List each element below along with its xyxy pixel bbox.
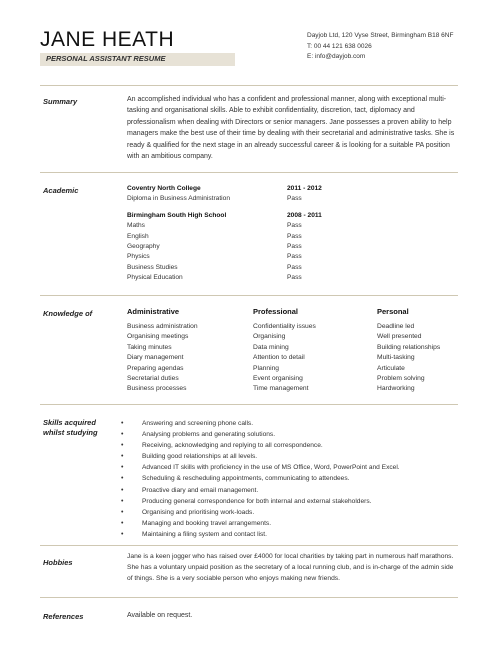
subject-0: Maths [127,222,145,230]
subject-3: Physics [127,253,150,261]
list-item: • Maintaining a filing system and contact list. [121,530,267,538]
list-item: Problem solving [377,375,425,383]
candidate-name: JANE HEATH [40,28,175,51]
result-4: Pass [287,263,302,271]
references-text: Available on request. [127,612,193,619]
contact-address: Dayjob Ltd, 120 Vyse Street, Birmingham B18 6NF [307,32,454,39]
list-item: Secretarial duties [127,375,179,383]
skills-label [43,418,98,438]
section-divider [40,172,458,173]
list-item: • Building good relationships at all levels. [121,453,258,461]
list-item: Business administration [127,323,198,330]
subject-1: English [127,232,149,240]
college-years: 2011 - 2012 [287,185,322,192]
list-item: • Proactive diary and email management. [121,486,259,494]
list-item: Organising [253,333,286,341]
hobbies-text: Jane is a keen jogger who has raised over £4000 for local charities by taking part in numerous half marathons. She has a voluntary unpaid position as the secretary of a local running club, and is in-charge of the admin side of things. She is a very sociable person who enjoys making new friends. [127,553,454,583]
contact-block [307,31,453,63]
college-course: Diploma in Business Administration [127,195,230,203]
section-divider [40,404,458,405]
list-item: Attention to detail [253,354,305,362]
result-0: Pass [287,222,302,230]
result-5: Pass [287,274,302,282]
list-item: Planning [253,364,280,372]
knowledge-label: Knowledge of [43,309,93,318]
list-item: • Scheduling & rescheduling appointments, communicating to attendees. [121,475,350,483]
list-item: Building relationships [377,343,441,351]
list-item: Data mining [253,343,289,351]
list-item: Taking minutes [127,343,172,351]
academic-results [287,184,367,284]
list-item: • Organising and prioritising work-loads. [121,508,255,516]
contact-phone: T: 00 44 121 638 0026 [307,42,372,50]
knowledge-column-professional [253,307,373,395]
list-item: Organising meetings [127,333,189,341]
column-heading: Professional [253,307,299,316]
list-item: Event organising [253,375,303,383]
school-name: Birmingham South High School [127,211,227,219]
subject-5: Physical Education [127,274,183,282]
academic-label: Academic [43,186,79,195]
list-item: • Analysing problems and generating solutions. [121,431,276,439]
skills-list [121,418,457,540]
list-item: Deadline led [377,323,415,330]
list-item: Business processes [127,385,187,393]
result-2: Pass [287,243,302,251]
school-years: 2008 - 2011 [287,211,322,219]
list-item: • Receiving, acknowledging and replying to all correspondence. [121,442,323,450]
subject-2: Geography [127,243,160,251]
list-item: Well presented [377,333,422,341]
skills-label-line2: whilst studying [43,428,98,437]
list-item: Time management [253,385,309,393]
knowledge-column-administrative [127,307,247,395]
section-divider [40,295,458,296]
list-item: Confidentiality issues [253,323,316,330]
list-item: Diary management [127,354,184,362]
list-item: • Answering and screening phone calls. [121,420,254,427]
list-item: Preparing agendas [127,364,184,372]
skills-label-line1: Skills acquired [43,418,96,427]
knowledge-column-personal [377,307,467,395]
column-heading: Personal [377,307,409,316]
section-divider [40,85,458,86]
hobbies-label: Hobbies [43,558,73,567]
subject-4: Business Studies [127,263,178,271]
resume-title: PERSONAL ASSISTANT RESUME [46,54,166,63]
references-label: References [43,612,84,621]
list-item: • Managing and booking travel arrangements. [121,519,272,527]
list-item: Hardworking [377,385,415,393]
section-divider [40,545,458,546]
summary-label: Summary [43,97,78,106]
contact-email[interactable]: E: info@dayjob.com [307,53,366,60]
college-name: Coventry North College [127,185,201,192]
list-item: Multi-tasking [377,354,415,362]
result-3: Pass [287,253,302,261]
summary-text: An accomplished individual who has a confident and professional manner, along with exceptional multi-tasking and organisational skills. Able to exhibit confidentiality, discretion, tact, diplomacy and professionalism when dealing with Directors or senior managers. Jane possesses a proven ability to help managers make the best use of their time by dealing with their secretarial and administrative tasks. She is ready & qualified for the next stage in an already successful career & is looking for a suitable PA position with an ambitious company. [127,96,455,161]
list-item: • Producing general correspondence for both internal and external stakeholders. [121,497,372,505]
list-item: Articulate [377,364,405,372]
section-divider [40,597,458,598]
result-1: Pass [287,232,302,240]
college-result: Pass [287,195,302,203]
column-heading: Administrative [127,307,180,316]
list-item: • Advanced IT skills with proficiency in the use of MS Office, Word, PowerPoint and Excel. [121,464,400,472]
